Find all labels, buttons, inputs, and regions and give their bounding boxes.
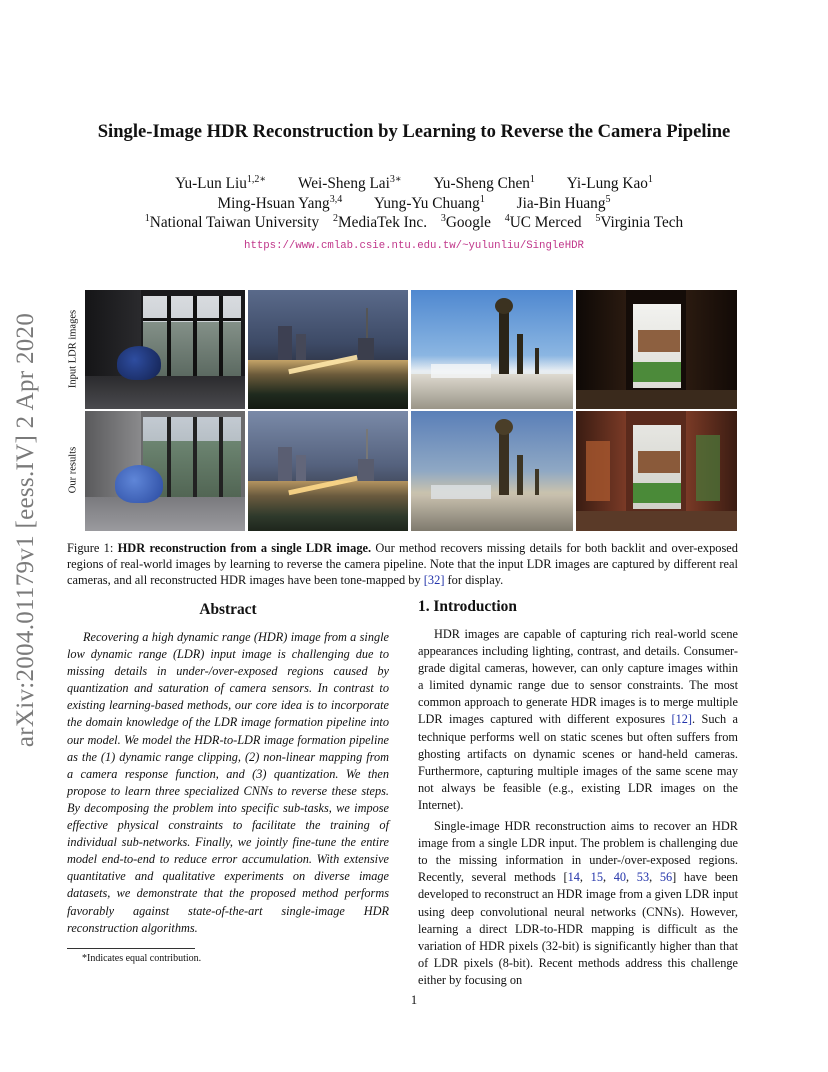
- citation-link[interactable]: 14: [567, 870, 580, 885]
- result-image-city-night: [248, 411, 408, 531]
- introduction-text: [418, 626, 738, 989]
- arxiv-identifier: arXiv:2004.01179v1 [eess.IV] 2 Apr 2020: [12, 312, 39, 748]
- input-image-city-night: [248, 290, 408, 409]
- result-image-temple-door: [576, 411, 737, 531]
- author: Wei-Sheng Lai$^{3∗}$: [298, 174, 402, 193]
- author: Jia-Bin Huang$^5$: [516, 194, 611, 213]
- intro-paragraph-2: Single-image HDR reconstruction aims to recover an HDR image from a single LDR input. The problem is challenging due to the missing information in under-/over-exposed regions. Recently, several methods [14, 15, 40, 53, 56] have been developed to reconstruct an HDR image from a given LDR input using deep convolutional neural networks (CNNs). However, learning a direct LDR-to-HDR mapping is difficult as the variation of HDR pixels (32-bit) is significantly higher than that of LDR pixels (8-bit). Recent methods address this challenge either by focusing on: [418, 819, 739, 987]
- author: Ming-Hsuan Yang$^{3,4}$: [217, 194, 343, 213]
- introduction-heading: 1. Introduction: [418, 598, 517, 615]
- arxiv-sidebar: [4, 290, 48, 770]
- affiliations: [0, 213, 828, 232]
- authors-line-2: [0, 194, 828, 213]
- author: Yi-Lung Kao$^1$: [566, 174, 653, 193]
- affiliation: $^4$UC Merced: [504, 213, 582, 232]
- author: Yung-Yu Chuang$^1$: [374, 194, 485, 213]
- citation-link[interactable]: 53: [636, 870, 650, 885]
- caption-label: Figure 1:: [67, 541, 114, 555]
- footnote: *Indicates equal contribution.: [82, 953, 202, 964]
- citation-link[interactable]: [12]: [671, 712, 692, 727]
- affiliation: $^3$Google: [440, 213, 491, 232]
- caption-bold: HDR reconstruction from a single LDR image.: [117, 541, 372, 555]
- row-label-results: Our results: [67, 446, 79, 494]
- abstract-heading: Abstract: [199, 601, 257, 618]
- page-number: 1: [410, 993, 418, 1007]
- affiliation: $^5$Virginia Tech: [595, 213, 684, 232]
- author: Yu-Sheng Chen$^1$: [433, 174, 535, 193]
- row-label-input: Input LDR images: [67, 309, 79, 389]
- intro-paragraph-1: HDR images are capable of capturing rich real-world scene appearances including lighting, contrast, and details. Consumer-grade digital cameras, however, can only capture images within a limited dynamic range due to sensor constraints. The most common approach to generate HDR images is to merge multiple LDR images captured with different exposures [12]. Such a technique performs well on static scenes but often suffers from ghosting artifacts on dynamic scenes or hand-held cameras. Furthermore, capturing multiple images of the same scene may not always be feasible (e.g., existing LDR images on the Internet).: [418, 627, 738, 812]
- result-image-umbrella-room: [85, 411, 245, 531]
- affiliation: $^2$MediaTek Inc.: [333, 213, 428, 232]
- citation-link[interactable]: 15: [590, 870, 603, 885]
- abstract-text: Recovering a high dynamic range (HDR) image from a single low dynamic range (LDR) input image is challenging due to missing details in under-/over-exposed regions caused by quantization and saturation of camera sensors. In contrast to existing learning-based methods, our core idea is to incorporate the domain knowledge of the LDR image formation pipeline into our model. We model the HDR-to-LDR image formation pipeline as the (1) dynamic range clipping, (2) non-linear mapping from a camera response function, and (3) quantization. We then propose to learn three specialized CNNs to reverse these steps. By decomposing the problem into specific sub-tasks, we impose effective physical constraints to facilitate the training of individual sub-networks. Finally, we jointly fine-tune the entire model end-to-end to reduce error accumulation. With extensive quantitative and qualitative experiments on diverse image datasets, we demonstrate that the proposed method performs favorably against state-of-the-art single-image HDR reconstruction algorithms.: [67, 630, 389, 935]
- citation-link[interactable]: [32]: [423, 573, 445, 587]
- author: Yu-Lun Liu$^{1,2∗}$: [175, 174, 267, 193]
- citation-link[interactable]: 56: [659, 870, 673, 885]
- footnote-rule: [67, 948, 195, 949]
- input-image-bridge-lamps: [411, 290, 573, 409]
- project-url[interactable]: https://www.cmlab.csie.ntu.edu.tw/~yulunliu/SingleHDR: [244, 240, 584, 252]
- paper-title: Single-Image HDR Reconstruction by Learning to Reverse the Camera Pipeline: [97, 121, 731, 142]
- caption-text: Our method recovers missing details for both backlit and over-exposed regions of real-world images by learning to reverse the camera pipeline. Note that the input LDR images are captured by different real cameras, and all reconstructed HDR images have been tone-mapped by: [67, 541, 739, 587]
- input-image-umbrella-room: [85, 290, 245, 409]
- result-image-bridge-lamps: [411, 411, 573, 531]
- citation-link[interactable]: 40: [613, 870, 627, 885]
- authors-line-1: [0, 174, 828, 193]
- figure-caption: Figure 1: HDR reconstruction from a single LDR image. Our method recovers missing details for both backlit and over-exposed regions of real-world images by learning to reverse the camera pipeline. Note that the input LDR images are captured by different real cameras, and all reconstructed HDR images have been tone-mapped by [32] for display.: [67, 541, 739, 587]
- affiliation: $^1$National Taiwan University: [144, 213, 320, 232]
- input-image-temple-door: [576, 290, 737, 409]
